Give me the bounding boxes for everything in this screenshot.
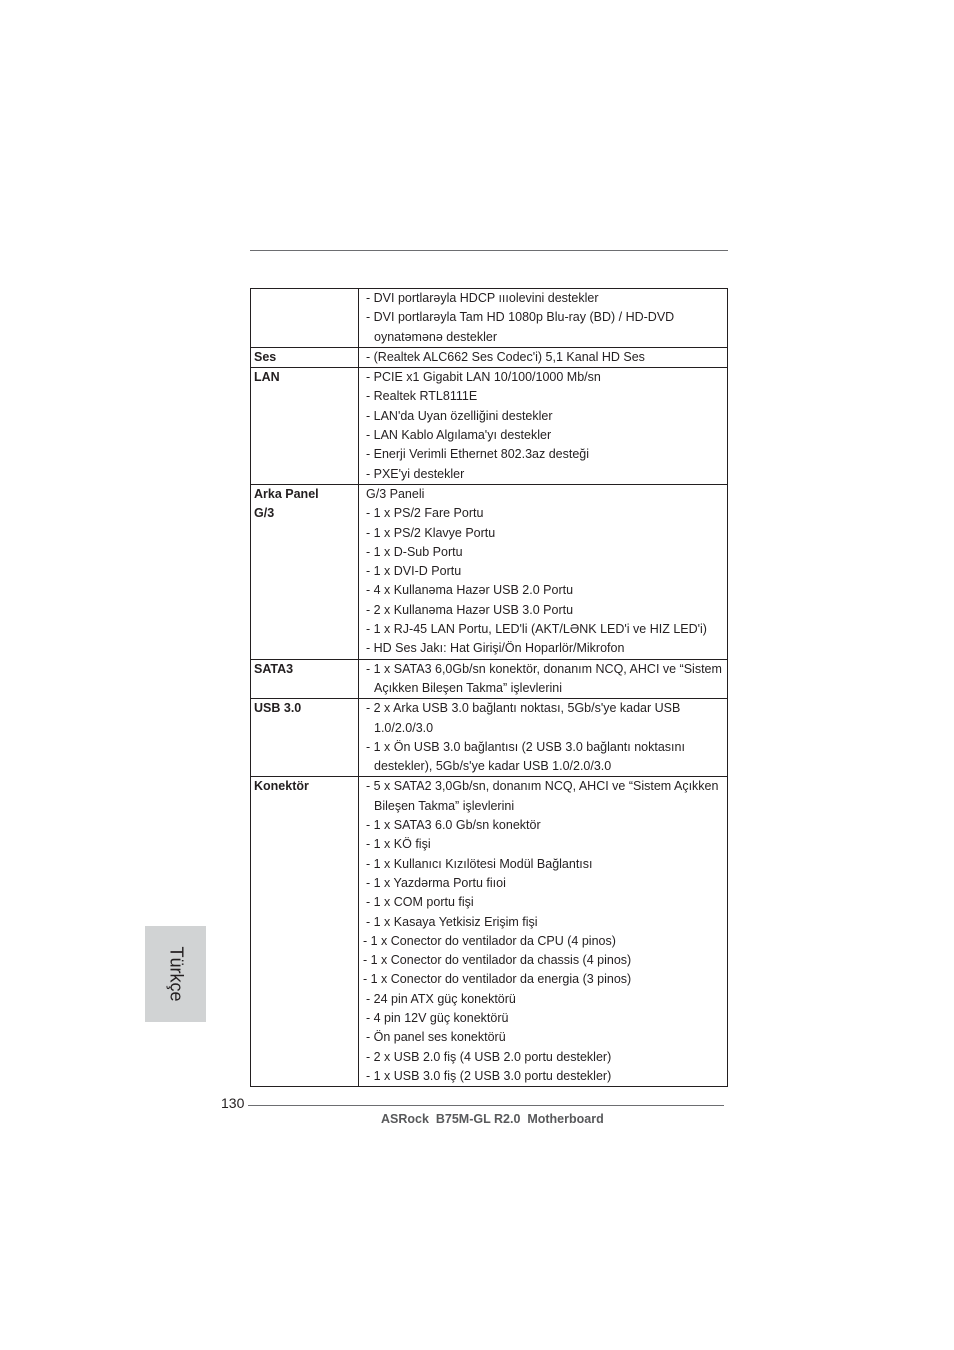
spec-label: Konektör [254,779,309,794]
spec-row [251,699,728,777]
spec-row [251,484,728,659]
spec-value-line: - DVI portlarəyla Tam HD 1080p Blu-ray (BD) / HD-DVD [366,310,675,325]
spec-value-line: - Enerji Verimli Ethernet 802.3az desteği [366,447,590,462]
language-side-tab [145,926,206,1022]
spec-values-cell [359,699,728,777]
spec-table-body [251,289,728,1087]
spec-label-cell [251,777,359,1087]
spec-value-line: - PCIE x1 Gigabit LAN 10/100/1000 Mb/sn [366,370,601,385]
footer-title: ASRock B75M-GL R2.0 Motherboard [381,1112,604,1126]
spec-value-line: - (Realtek ALC662 Ses Codec'i) 5,1 Kanal HD Ses [366,349,645,364]
spec-values-cell [359,347,728,367]
language-label: Türkçe [166,946,186,1002]
spec-value-line: - 1 x KÖ fişi [366,837,431,852]
spec-value-line: - 2 x USB 2.0 fiş (4 USB 2.0 portu destekler) [366,1049,612,1064]
spec-value-line: - 1 x Kullanıcı Kızılötesi Modül Bağlantısı [366,856,593,871]
spec-label-cell [251,699,359,777]
spec-label: Ses [254,349,277,364]
spec-value-line: - 5 x SATA2 3,0Gb/sn, donanım NCQ, AHCI ve “Sistem Açıkken [366,779,719,794]
spec-value-line: - 4 x Kullanəma Hazər USB 2.0 Portu [366,583,574,598]
spec-value-line: - 2 x Kullanəma Hazər USB 3.0 Portu [366,602,574,617]
spec-value-line: destekler), 5Gb/s'ye kadar USB 1.0/2.0/3.0 [374,759,612,774]
spec-label-cell [251,368,359,485]
spec-label: Arka Panel [254,486,319,501]
spec-values-cell [359,484,728,659]
spec-value-line: - 1 x DVI-D Portu [366,564,462,579]
spec-label: LAN [254,370,280,385]
footer-rule [248,1105,724,1106]
spec-row [251,347,728,367]
spec-value-line: - HD Ses Jakı: Hat Girişi/Ön Hoparlör/Mikrofon [366,641,625,656]
spec-value-line: - 1 x Conector do ventilador da energia (3 pinos) [363,972,632,987]
spec-values-cell [359,289,728,348]
spec-label-cell [251,289,359,348]
spec-value-line: - 1 x RJ-45 LAN Portu, LED'li (AKT/LƏNK LED'i ve HIZ LED'i) [366,622,707,637]
spec-value-line: - 1 x Yazdərma Portu fiıoi [366,875,506,890]
spec-label: SATA3 [254,661,294,676]
spec-value-line: G/3 Paneli [366,486,425,501]
spec-value-line: Açıkken Bileşen Takma” işlevlerini [374,680,563,695]
spec-row [251,777,728,1087]
spec-value-line: - 1 x Conector do ventilador da CPU (4 pinos) [363,933,616,948]
spec-value-line: - 1 x USB 3.0 fiş (2 USB 3.0 portu destekler) [366,1068,612,1083]
spec-value-line: - LAN'da Uyan özelliğini destekler [366,408,553,423]
spec-value-line: - 1 x COM portu fişi [366,895,474,910]
spec-value-line: 1.0/2.0/3.0 [374,720,434,735]
spec-value-line: - LAN Kablo Algılama'yı destekler [366,428,552,443]
spec-value-line: oynatəmənə destekler [374,329,497,344]
spec-value-line: - 1 x Ön USB 3.0 bağlantısı (2 USB 3.0 bağlantı noktasını [366,739,685,754]
spec-value-line: - 1 x PS/2 Fare Portu [366,506,484,521]
spec-value-line: - 4 pin 12V güç konektörü [366,1010,509,1025]
spec-table [250,288,728,1087]
spec-value-line: - 1 x Kasaya Yetkisiz Erişim fişi [366,914,538,929]
header-rule [250,250,728,251]
spec-value-line: Bileşen Takma” işlevlerini [374,798,515,813]
spec-value-line: - 24 pin ATX güç konektörü [366,991,516,1006]
spec-row [251,289,728,348]
spec-label-cell [251,484,359,659]
spec-value-line: - 1 x PS/2 Klavye Portu [366,525,496,540]
spec-label: G/3 [254,506,275,521]
spec-value-line: - Ön panel ses konektörü [366,1030,506,1045]
spec-value-line: - 1 x D-Sub Portu [366,544,463,559]
spec-values-cell [359,368,728,485]
spec-row [251,368,728,485]
spec-value-line: - DVI portlarəyla HDCP ıııolevini destekler [366,291,599,305]
spec-values-cell [359,659,728,699]
spec-value-line: - Realtek RTL8111E [366,389,478,404]
spec-label-cell [251,347,359,367]
spec-value-line: - 1 x Conector do ventilador da chassis (4 pinos) [363,953,632,968]
spec-label-cell [251,659,359,699]
spec-value-line: - 1 x SATA3 6,0Gb/sn konektör, donanım NCQ, AHCI ve “Sistem [366,661,722,676]
spec-label: USB 3.0 [254,701,302,716]
spec-value-line: - 2 x Arka USB 3.0 bağlantı noktası, 5Gb/s'ye kadar USB [366,701,681,716]
spec-value-line: - 1 x SATA3 6.0 Gb/sn konektör [366,818,541,833]
page-number: 130 [221,1095,245,1111]
spec-row [251,659,728,699]
spec-value-line: - PXE'yi destekler [366,466,465,481]
spec-values-cell [359,777,728,1087]
